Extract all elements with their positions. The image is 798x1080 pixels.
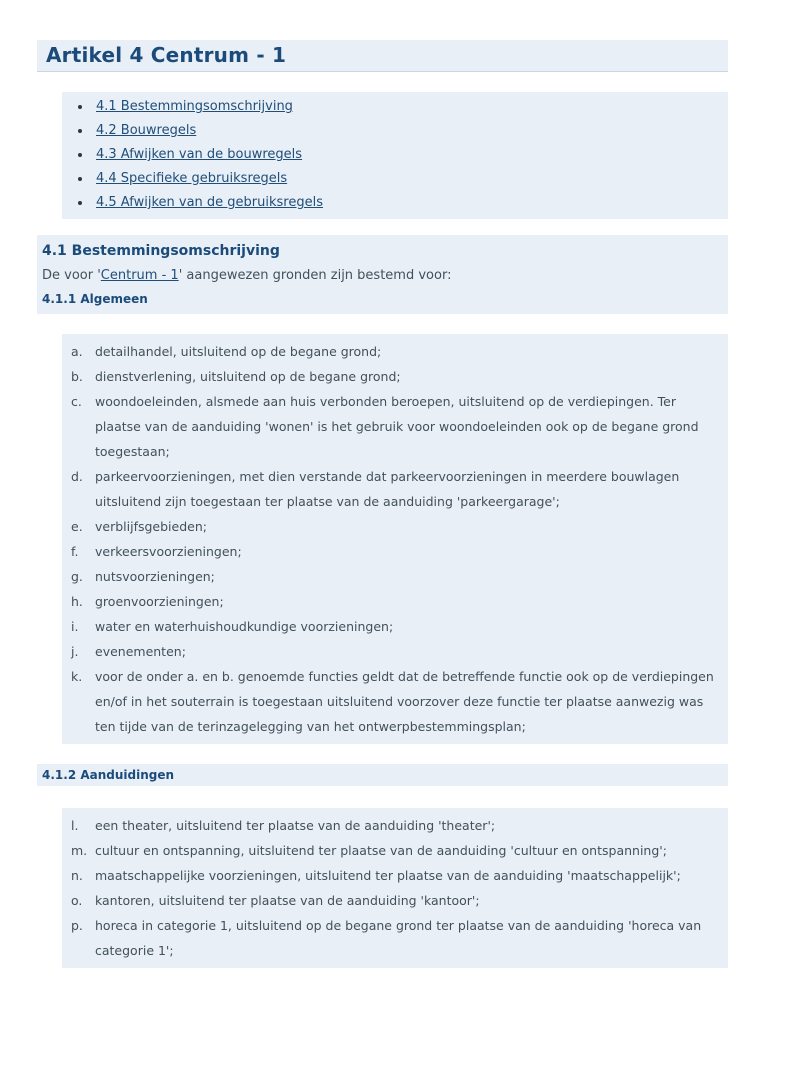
item-text: dienstverlening, uitsluitend op de begane grond; xyxy=(95,369,401,384)
list-item-p xyxy=(62,913,724,963)
item-letter: i. xyxy=(71,619,79,634)
list-item-i xyxy=(62,614,724,639)
item-letter: e. xyxy=(71,519,83,534)
item-text: nutsvoorzieningen; xyxy=(95,569,215,584)
list-algemeen xyxy=(62,334,728,744)
item-letter: d. xyxy=(71,469,83,484)
list-item-c xyxy=(62,389,724,464)
list-item-g xyxy=(62,564,724,589)
bullet-icon xyxy=(78,153,82,157)
toc-item xyxy=(62,143,728,167)
item-letter: h. xyxy=(71,594,83,609)
item-letter: g. xyxy=(71,569,83,584)
intro-paragraph xyxy=(42,263,720,288)
centrum-1-link[interactable]: Centrum - 1 xyxy=(100,268,179,283)
item-text: kantoren, uitsluitend ter plaatse van de aanduiding 'kantoor'; xyxy=(95,893,480,908)
item-text: maatschappelijke voorzieningen, uitsluitend ter plaatse van de aanduiding 'maatschappelijk'; xyxy=(95,868,681,883)
list-aanduidingen xyxy=(62,808,728,968)
toc-link-specifieke-gebruiksregels[interactable]: 4.4 Specifieke gebruiksregels xyxy=(96,171,288,186)
list-item-m xyxy=(62,838,724,863)
item-text: detailhandel, uitsluitend op de begane grond; xyxy=(95,344,382,359)
list-item-e xyxy=(62,514,724,539)
toc-list xyxy=(62,92,728,219)
intro-suffix: ' aangewezen gronden zijn bestemd voor: xyxy=(178,268,452,283)
item-letter: a. xyxy=(71,344,83,359)
list-item-f xyxy=(62,539,724,564)
list-item-a xyxy=(62,339,724,364)
item-letter: l. xyxy=(71,818,79,833)
item-text: water en waterhuishoudkundige voorzieningen; xyxy=(95,619,394,634)
item-letter: f. xyxy=(71,544,79,559)
item-letter: n. xyxy=(71,868,83,883)
toc-item xyxy=(62,95,728,119)
toc-item xyxy=(62,191,728,215)
subsection-heading-4-1-2: 4.1.2 Aanduidingen xyxy=(37,764,728,786)
item-letter: c. xyxy=(71,394,82,409)
list-item-j xyxy=(62,639,724,664)
section-4-1 xyxy=(37,235,728,314)
item-text: parkeervoorzieningen, met dien verstande dat parkeervoorzieningen in meerdere bouwlagen uitsluitend zijn toegestaan ter plaatse van de aanduiding 'parkeergarage'; xyxy=(95,469,680,509)
item-text: voor de onder a. en b. genoemde functies geldt dat de betreffende functie ook op de verdiepingen en/of in het souterrain is toegestaan uitsluitend voorzover deze functie ter plaatse aanwezig was ten tijde van de terinzagelegging van het ontwerpbestemmingsplan; xyxy=(95,669,714,734)
item-text: groenvoorzieningen; xyxy=(95,594,224,609)
item-letter: m. xyxy=(71,843,88,858)
plan-article-page xyxy=(0,40,798,1080)
list-item-o xyxy=(62,888,724,913)
item-text: cultuur en ontspanning, uitsluitend ter plaatse van de aanduiding 'cultuur en ontspanning'; xyxy=(95,843,667,858)
list-item-k xyxy=(62,664,724,739)
article-title: Artikel 4 Centrum - 1 xyxy=(37,40,728,72)
list-item-l xyxy=(62,813,724,838)
item-text: verblijfsgebieden; xyxy=(95,519,207,534)
item-text: een theater, uitsluitend ter plaatse van de aanduiding 'theater'; xyxy=(95,818,496,833)
list-item-d xyxy=(62,464,724,514)
intro-prefix: De voor ' xyxy=(42,268,101,283)
toc-link-afwijken-gebruiksregels[interactable]: 4.5 Afwijken van de gebruiksregels xyxy=(96,195,323,210)
item-text: horeca in categorie 1, uitsluitend op de begane grond ter plaatse van de aanduiding 'horeca van categorie 1'; xyxy=(95,918,702,958)
toc-item xyxy=(62,167,728,191)
toc-link-bestemmingsomschrijving[interactable]: 4.1 Bestemmingsomschrijving xyxy=(96,99,293,114)
item-letter: b. xyxy=(71,369,83,384)
toc-item xyxy=(62,119,728,143)
item-text: verkeersvoorzieningen; xyxy=(95,544,242,559)
bullet-icon xyxy=(78,129,82,133)
subsection-heading-4-1-1: 4.1.1 Algemeen xyxy=(42,292,148,306)
toc-link-afwijken-bouwregels[interactable]: 4.3 Afwijken van de bouwregels xyxy=(96,147,303,162)
item-letter: k. xyxy=(71,669,83,684)
list-item-n xyxy=(62,863,724,888)
item-letter: j. xyxy=(71,644,79,659)
item-text: evenementen; xyxy=(95,644,186,659)
item-letter: o. xyxy=(71,893,83,908)
list-item-h xyxy=(62,589,724,614)
bullet-icon xyxy=(78,105,82,109)
list-item-b xyxy=(62,364,724,389)
item-text: woondoeleinden, alsmede aan huis verbonden beroepen, uitsluitend op de verdiepingen. Ter plaatse van de aanduiding 'wonen' is het gebruik voor woondoeleinden ook op de begane grond toegestaan; xyxy=(95,394,699,459)
toc-link-bouwregels[interactable]: 4.2 Bouwregels xyxy=(96,123,197,138)
bullet-icon xyxy=(78,201,82,205)
section-heading-4-1: 4.1 Bestemmingsomschrijving xyxy=(42,243,280,259)
bullet-icon xyxy=(78,177,82,181)
item-letter: p. xyxy=(71,918,83,933)
